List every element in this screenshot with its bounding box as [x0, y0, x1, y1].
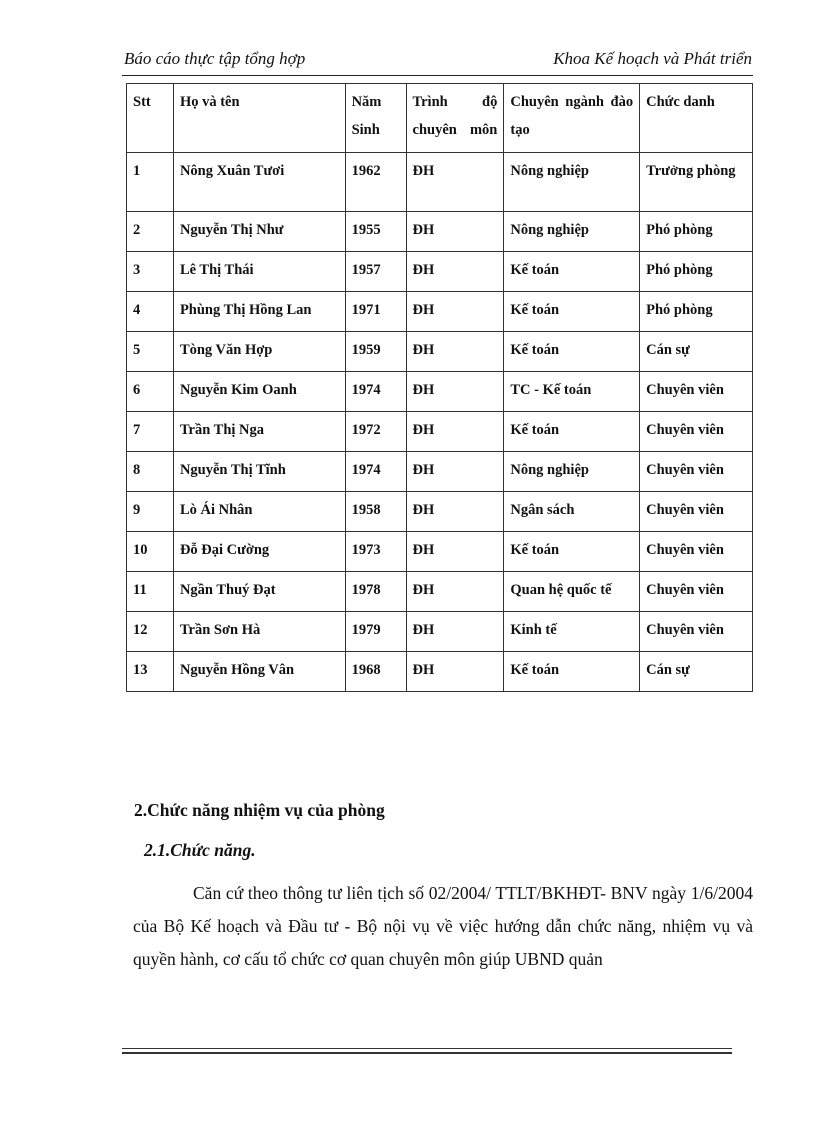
- header-divider: [122, 75, 753, 76]
- cell-stt: 5: [127, 332, 174, 372]
- cell-level: ĐH: [406, 532, 504, 572]
- cell-level: ĐH: [406, 572, 504, 612]
- cell-major: TC - Kế toán: [504, 372, 640, 412]
- cell-name: Trần Sơn Hà: [173, 612, 345, 652]
- cell-name: Nguyễn Hồng Vân: [173, 652, 345, 692]
- cell-level: ĐH: [406, 292, 504, 332]
- cell-stt: 7: [127, 412, 174, 452]
- cell-title: Chuyên viên: [640, 412, 753, 452]
- cell-year: 1978: [345, 572, 406, 612]
- cell-level: ĐH: [406, 153, 504, 212]
- cell-name: Nguyễn Thị Tĩnh: [173, 452, 345, 492]
- table-row: [127, 252, 753, 292]
- cell-year: 1972: [345, 412, 406, 452]
- cell-level: ĐH: [406, 212, 504, 252]
- cell-year: 1974: [345, 372, 406, 412]
- table-row: [127, 652, 753, 692]
- cell-name: Lê Thị Thái: [173, 252, 345, 292]
- footer-divider-thick: [122, 1052, 732, 1054]
- table-header-row: [127, 84, 753, 153]
- cell-name: Lò Ái Nhân: [173, 492, 345, 532]
- cell-level: ĐH: [406, 612, 504, 652]
- subsection-heading: 2.1.Chức năng.: [144, 840, 256, 860]
- cell-stt: 13: [127, 652, 174, 692]
- cell-title: Chuyên viên: [640, 372, 753, 412]
- cell-year: 1971: [345, 292, 406, 332]
- cell-year: 1955: [345, 212, 406, 252]
- cell-major: Kinh tế: [504, 612, 640, 652]
- cell-year: 1973: [345, 532, 406, 572]
- body-paragraph: [133, 877, 753, 976]
- cell-year: 1959: [345, 332, 406, 372]
- column-header-major: Chuyên ngành đào tạo: [504, 84, 640, 153]
- cell-title: Chuyên viên: [640, 572, 753, 612]
- cell-major: Kế toán: [504, 332, 640, 372]
- cell-stt: 10: [127, 532, 174, 572]
- cell-major: Ngân sách: [504, 492, 640, 532]
- cell-major: Quan hệ quốc tế: [504, 572, 640, 612]
- table-row: [127, 153, 753, 212]
- table-row: [127, 532, 753, 572]
- cell-major: Nông nghiệp: [504, 212, 640, 252]
- column-header-title: Chức danh: [640, 84, 753, 153]
- cell-level: ĐH: [406, 252, 504, 292]
- cell-title: Chuyên viên: [640, 452, 753, 492]
- cell-title: Chuyên viên: [640, 532, 753, 572]
- cell-stt: 1: [127, 153, 174, 212]
- cell-major: Nông nghiệp: [504, 452, 640, 492]
- cell-stt: 4: [127, 292, 174, 332]
- cell-stt: 3: [127, 252, 174, 292]
- cell-year: 1974: [345, 452, 406, 492]
- cell-name: Nguyễn Thị Như: [173, 212, 345, 252]
- cell-name: Trần Thị Nga: [173, 412, 345, 452]
- cell-title: Phó phòng: [640, 252, 753, 292]
- cell-title: Chuyên viên: [640, 492, 753, 532]
- header-faculty-name: Khoa Kế hoạch và Phát triển: [553, 49, 752, 68]
- cell-level: ĐH: [406, 332, 504, 372]
- cell-major: Kế toán: [504, 652, 640, 692]
- cell-name: Ngần Thuý Đạt: [173, 572, 345, 612]
- cell-major: Nông nghiệp: [504, 153, 640, 212]
- cell-stt: 12: [127, 612, 174, 652]
- cell-level: ĐH: [406, 452, 504, 492]
- cell-major: Kế toán: [504, 412, 640, 452]
- cell-year: 1968: [345, 652, 406, 692]
- cell-name: Nguyễn Kim Oanh: [173, 372, 345, 412]
- table-row: [127, 372, 753, 412]
- cell-title: Trưởng phòng: [640, 153, 753, 212]
- cell-major: Kế toán: [504, 532, 640, 572]
- cell-title: Chuyên viên: [640, 612, 753, 652]
- column-header-stt: Stt: [127, 84, 174, 153]
- cell-stt: 2: [127, 212, 174, 252]
- table-row: [127, 332, 753, 372]
- cell-year: 1958: [345, 492, 406, 532]
- cell-name: Đỗ Đại Cường: [173, 532, 345, 572]
- cell-stt: 8: [127, 452, 174, 492]
- cell-level: ĐH: [406, 412, 504, 452]
- table-row: [127, 492, 753, 532]
- cell-name: Nông Xuân Tươi: [173, 153, 345, 212]
- cell-major: Kế toán: [504, 292, 640, 332]
- cell-level: ĐH: [406, 652, 504, 692]
- cell-name: Phùng Thị Hồng Lan: [173, 292, 345, 332]
- table-row: [127, 452, 753, 492]
- section-heading: 2.Chức năng nhiệm vụ của phòng: [134, 800, 385, 820]
- cell-year: 1957: [345, 252, 406, 292]
- staff-table: [126, 83, 753, 692]
- table-row: [127, 292, 753, 332]
- table-row: [127, 612, 753, 652]
- column-header-year: Năm Sinh: [345, 84, 406, 153]
- footer-divider-thin: [122, 1048, 732, 1049]
- cell-level: ĐH: [406, 492, 504, 532]
- table-row: [127, 212, 753, 252]
- cell-year: 1962: [345, 153, 406, 212]
- cell-stt: 11: [127, 572, 174, 612]
- paragraph-text: Căn cứ theo thông tư liên tịch số 02/2004/ TTLT/BKHĐT- BNV ngày 1/6/2004 của Bộ Kế hoạch và Đầu tư - Bộ nội vụ về việc hướng dẫn chức năng, nhiệm vụ và quyền hành, cơ cấu tổ chức cơ quan chuyên môn giúp UBND quản: [133, 883, 753, 969]
- cell-name: Tòng Văn Hợp: [173, 332, 345, 372]
- cell-stt: 9: [127, 492, 174, 532]
- cell-title: Cán sự: [640, 652, 753, 692]
- header-report-title: Báo cáo thực tập tổng hợp: [124, 49, 306, 68]
- column-header-name: Họ và tên: [173, 84, 345, 153]
- table-row: [127, 412, 753, 452]
- cell-stt: 6: [127, 372, 174, 412]
- table-row: [127, 572, 753, 612]
- cell-title: Phó phòng: [640, 292, 753, 332]
- cell-level: ĐH: [406, 372, 504, 412]
- cell-title: Cán sự: [640, 332, 753, 372]
- cell-major: Kế toán: [504, 252, 640, 292]
- column-header-level: Trình độ chuyên môn: [406, 84, 504, 153]
- cell-title: Phó phòng: [640, 212, 753, 252]
- cell-year: 1979: [345, 612, 406, 652]
